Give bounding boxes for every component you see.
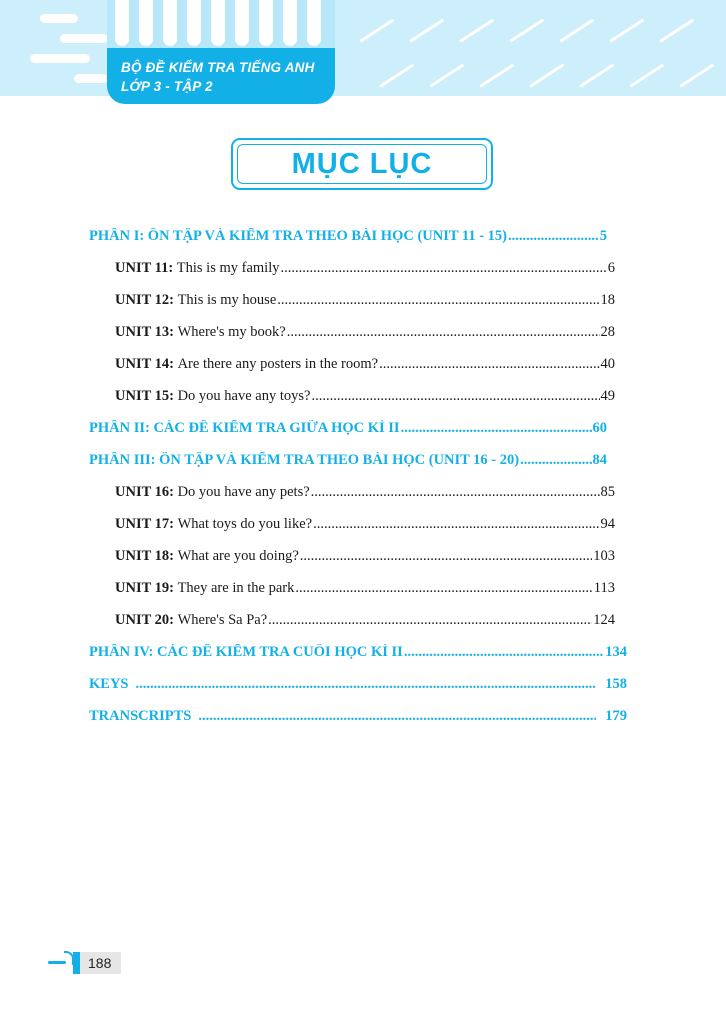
toc-part-1[interactable]	[89, 228, 607, 250]
toc-unit-11[interactable]	[115, 260, 615, 282]
toc-unit-17[interactable]	[115, 516, 615, 538]
toc-unit-code: UNIT 16:	[115, 484, 174, 500]
decorative-stripe	[379, 63, 414, 87]
decorative-stripe	[529, 63, 564, 87]
page-number: 188	[88, 955, 112, 971]
toc-part-label: PHẦN I: ÔN TẬP VÀ KIỂM TRA THEO BÀI HỌC (UNIT 11 - 15)	[89, 228, 508, 244]
toc-page-number: 18	[600, 292, 615, 308]
toc-unit-title: They are in the park	[177, 580, 295, 596]
toc-unit-19[interactable]	[115, 580, 615, 602]
decorative-stripe	[429, 63, 464, 87]
toc-page-number: 6	[607, 260, 615, 276]
toc-page-number: 124	[593, 612, 615, 628]
decorative-stripe	[359, 18, 394, 42]
series-title-line2: LỚP 3 - TẬP 2	[121, 79, 213, 94]
toc-title-box	[231, 138, 493, 190]
toc-page-number: 5	[599, 228, 607, 244]
toc-unit-title: This is my family	[176, 260, 280, 276]
decorative-stripe	[579, 63, 614, 87]
toc-page-number: 40	[600, 356, 615, 372]
series-title-line1: BỘ ĐỀ KIỂM TRA TIẾNG ANH	[121, 60, 315, 75]
toc-page-number: 134	[605, 644, 627, 660]
toc-leader-dots	[508, 228, 599, 245]
decorative-stripe	[559, 18, 594, 42]
toc-unit-20[interactable]	[115, 612, 615, 634]
toc-unit-18[interactable]	[115, 548, 615, 570]
tab-bar	[307, 0, 321, 46]
tab-bar	[163, 0, 177, 46]
toc-unit-16[interactable]	[115, 484, 615, 506]
toc-unit-13[interactable]	[115, 324, 615, 346]
toc-page-number: 158	[605, 676, 627, 692]
speed-line	[60, 34, 108, 43]
page-number-tag-accent	[73, 952, 80, 974]
toc-leader-dots	[311, 484, 600, 501]
toc-part-label: PHẦN IV: CÁC ĐỀ KIỂM TRA CUỐI HỌC KÌ II	[89, 644, 403, 660]
decorative-stripe	[679, 63, 714, 87]
toc-title: MỤC LỤC	[291, 147, 433, 180]
toc-unit-code: UNIT 20:	[115, 612, 174, 628]
decorative-stripe	[459, 18, 494, 42]
toc-part-3[interactable]	[89, 452, 607, 474]
toc-unit-code: UNIT 13:	[115, 324, 174, 340]
toc-unit-title: Where's my book?	[177, 324, 286, 340]
speed-line	[74, 74, 108, 83]
tab-bar	[235, 0, 249, 46]
toc-page-number: 103	[593, 548, 615, 564]
decorative-stripe	[629, 63, 664, 87]
toc-leader-dots	[313, 516, 599, 533]
toc-unit-code: UNIT 14:	[115, 356, 174, 372]
toc-keys[interactable]	[89, 676, 627, 698]
toc-unit-code: UNIT 18:	[115, 548, 174, 564]
toc-unit-title: Do you have any toys?	[177, 388, 311, 404]
toc-page-number: 113	[593, 580, 615, 596]
speed-line	[40, 14, 78, 23]
decorative-stripe	[659, 18, 694, 42]
tab-bar	[283, 0, 297, 46]
toc-unit-15[interactable]	[115, 388, 615, 410]
toc-unit-code: UNIT 12:	[115, 292, 174, 308]
toc-leader-dots	[520, 452, 591, 469]
toc-unit-code: UNIT 11:	[115, 260, 174, 276]
tab-bars	[107, 0, 335, 48]
toc-unit-12[interactable]	[115, 292, 615, 314]
decorative-stripe	[409, 18, 444, 42]
toc-leader-dots	[277, 292, 599, 309]
toc-leader-dots	[311, 388, 599, 405]
series-tab	[107, 0, 335, 104]
toc-part-label: TRANSCRIPTS	[89, 708, 192, 724]
toc-page-number: 49	[600, 388, 615, 404]
toc-leader-dots	[401, 420, 592, 437]
toc-leader-dots	[198, 708, 596, 725]
toc-leader-dots	[300, 548, 592, 565]
tab-bar	[139, 0, 153, 46]
toc-leader-dots	[287, 324, 600, 341]
toc-unit-title: What are you doing?	[177, 548, 299, 564]
toc-unit-code: UNIT 15:	[115, 388, 174, 404]
toc-leader-dots	[281, 260, 607, 277]
toc-part-4[interactable]	[89, 644, 627, 666]
toc-unit-14[interactable]	[115, 356, 615, 378]
toc-page-number: 60	[592, 420, 607, 436]
series-title	[121, 58, 315, 96]
decorative-stripe	[509, 18, 544, 42]
toc-page-number: 84	[592, 452, 607, 468]
tab-bar	[211, 0, 225, 46]
toc-unit-title: Where's Sa Pa?	[177, 612, 268, 628]
decorative-stripe	[479, 63, 514, 87]
tab-bar	[187, 0, 201, 46]
toc-leader-dots	[404, 644, 604, 661]
toc-part-label: KEYS	[89, 676, 129, 692]
toc-leader-dots	[379, 356, 599, 373]
tab-bar	[115, 0, 129, 46]
toc-page-number: 28	[600, 324, 615, 340]
toc-unit-title: Do you have any pets?	[177, 484, 310, 500]
toc-leader-dots	[268, 612, 592, 629]
toc-unit-code: UNIT 19:	[115, 580, 174, 596]
toc-leader-dots	[136, 676, 597, 693]
toc-part-label: PHẦN II: CÁC ĐỀ KIỂM TRA GIỮA HỌC KÌ II	[89, 420, 400, 436]
toc-page-number: 85	[600, 484, 615, 500]
toc-unit-title: Are there any posters in the room?	[177, 356, 379, 372]
toc-unit-title: This is my house	[177, 292, 277, 308]
toc-leader-dots	[295, 580, 592, 597]
decorative-stripe	[609, 18, 644, 42]
toc-unit-title: What toys do you like?	[177, 516, 313, 532]
toc-part-2[interactable]	[89, 420, 607, 442]
speed-line	[30, 54, 90, 63]
toc-page-number: 94	[600, 516, 615, 532]
toc-transcripts[interactable]	[89, 708, 627, 730]
toc-page-number: 179	[605, 708, 627, 724]
toc-unit-code: UNIT 17:	[115, 516, 174, 532]
tab-bar	[259, 0, 273, 46]
toc-part-label: PHẦN III: ÔN TẬP VÀ KIỂM TRA THEO BÀI HỌC (UNIT 16 - 20)	[89, 452, 520, 468]
